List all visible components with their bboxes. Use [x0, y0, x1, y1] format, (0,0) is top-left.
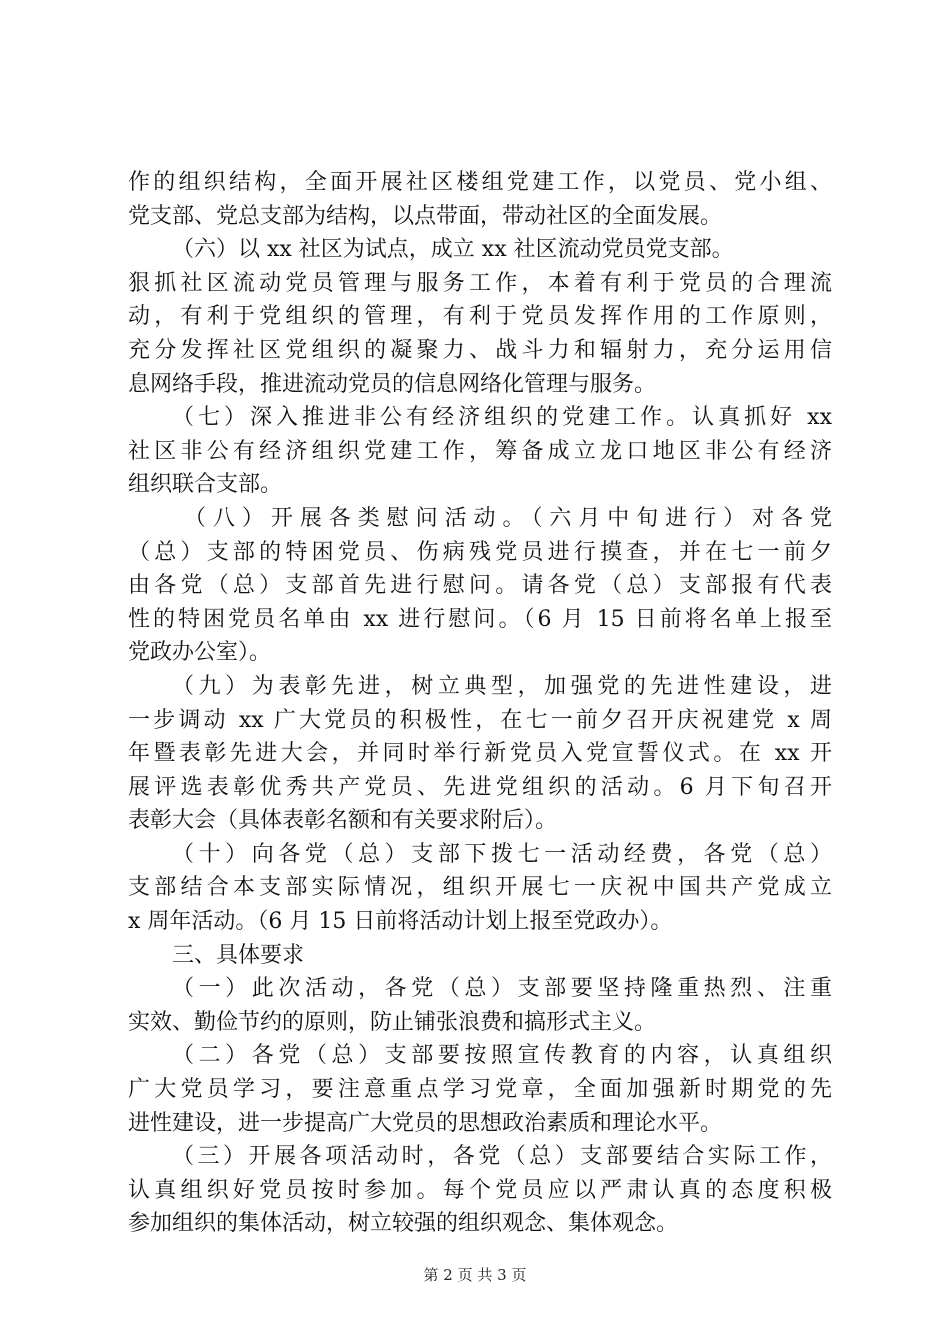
- text-line: （十）向各党（总）支部下拨七一活动经费，各党（总）: [172, 841, 832, 867]
- text-line: 实效、勤俭节约的原则，防止铺张浪费和搞形式主义。: [128, 1009, 657, 1035]
- text-line: 广大党员学习，要注意重点学习党章，全面加强新时期党的先: [128, 1077, 832, 1103]
- text-line: 组织联合支部。: [128, 472, 283, 498]
- text-line: 党政办公室）。: [128, 640, 272, 666]
- text-line: 表彰大会（具体表彰名额和有关要求附后）。: [128, 808, 558, 834]
- text-line: 一步调动 xx 广大党员的积极性，在七一前夕召开庆祝建党 x 周: [128, 707, 832, 733]
- text-line: （六）以 xx 社区为试点，成立 xx 社区流动党员党支部。: [172, 237, 734, 263]
- text-line: x 周年活动。（6 月 15 日前将活动计划上报至党政办）。: [128, 909, 673, 935]
- text-line: （一）此次活动，各党（总）支部要坚持隆重热烈、注重: [172, 976, 832, 1002]
- text-line: 参加组织的集体活动，树立较强的组织观念、集体观念。: [128, 1211, 679, 1237]
- text-line: （二）各党（总）支部要按照宣传教育的内容，认真组织: [172, 1043, 832, 1069]
- text-line: （总）支部的特困党员、伤病残党员进行摸查，并在七一前夕: [128, 539, 832, 565]
- text-line: 作的组织结构，全面开展社区楼组党建工作，以党员、党小组、: [128, 170, 832, 195]
- text-line: 展评选表彰优秀共产党员、先进党组织的活动。6 月下旬召开: [128, 774, 832, 800]
- text-line: 认真组织好党员按时参加。每个党员应以严肃认真的态度积极: [128, 1177, 832, 1203]
- text-line: 社区非公有经济组织党建工作，筹备成立龙口地区非公有经济: [128, 438, 832, 464]
- page-number-footer: 第 2 页 共 3 页: [423, 1266, 527, 1284]
- text-line: 动，有利于党组织的管理，有利于党员发挥作用的工作原则，: [128, 304, 832, 330]
- text-line: 进性建设，进一步提高广大党员的思想政治素质和理论水平。: [128, 1110, 723, 1136]
- text-line: （九）为表彰先进，树立典型，加强党的先进性建设，进: [172, 673, 832, 699]
- text-line: （三）开展各项活动时，各党（总）支部要结合实际工作，: [172, 1144, 832, 1170]
- text-line: 支部结合本支部实际情况，组织开展七一庆祝中国共产党成立: [128, 875, 832, 901]
- text-line: 党支部、党总支部为结构，以点带面，带动社区的全面发展。: [128, 203, 723, 229]
- text-line: （七）深入推进非公有经济组织的党建工作。认真抓好 xx: [172, 405, 832, 431]
- text-line: （八）开展各类慰问活动。（六月中旬进行）对各党: [184, 505, 832, 531]
- text-line: 由各党（总）支部首先进行慰问。请各党（总）支部报有代表: [128, 573, 832, 599]
- text-line: 充分发挥社区党组织的凝聚力、战斗力和辐射力，充分运用信: [128, 337, 832, 363]
- text-line: 性的特困党员名单由 xx 进行慰问。（6 月 15 日前将名单上报至: [128, 606, 832, 632]
- text-line: 年暨表彰先进大会，并同时举行新党员入党宣誓仪式。在 xx 开: [128, 741, 832, 767]
- text-line: 息网络手段，推进流动党员的信息网络化管理与服务。: [128, 371, 657, 397]
- document-body: [128, 166, 832, 1241]
- section-heading: 三、具体要求: [172, 942, 305, 968]
- text-line: 狠抓社区流动党员管理与服务工作，本着有利于党员的合理流: [128, 270, 832, 296]
